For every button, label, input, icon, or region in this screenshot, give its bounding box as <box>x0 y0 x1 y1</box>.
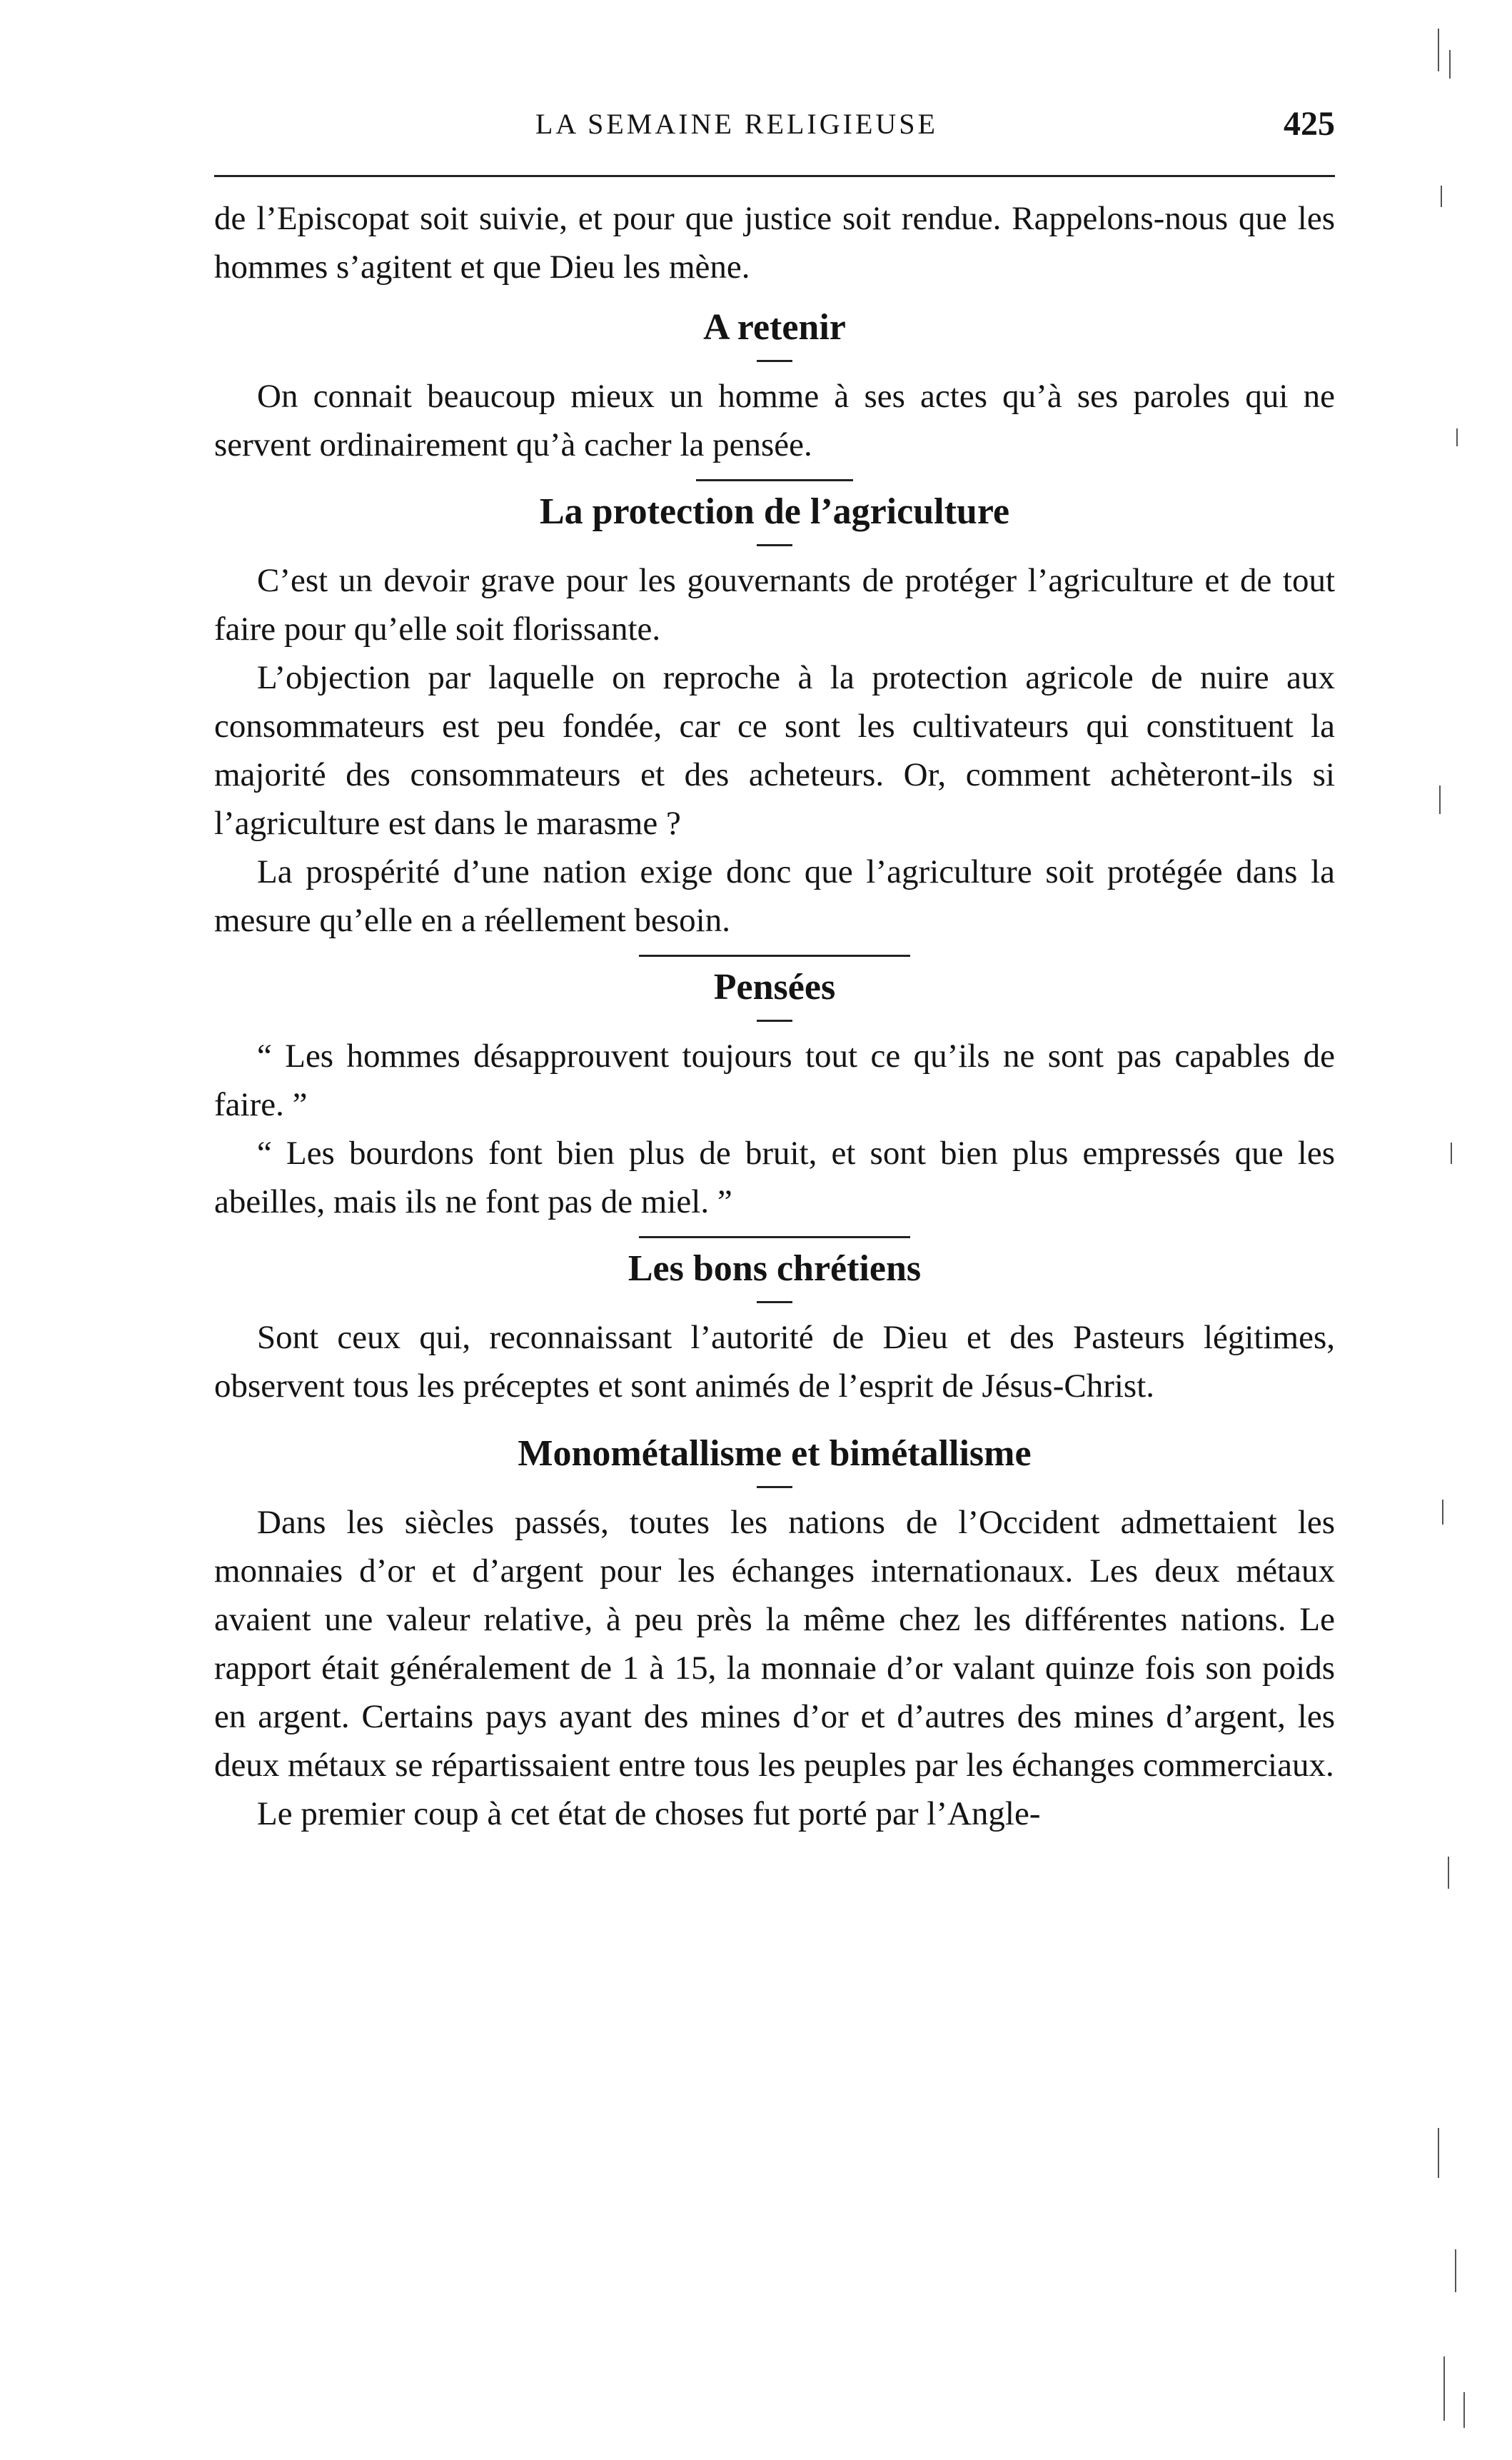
section-divider <box>639 955 910 957</box>
page-body <box>214 194 1335 1838</box>
spacer <box>214 1410 1335 1429</box>
monometallisme-paragraph-1: Dans les siècles passés, toutes les nations de l’Occident admettaient les monnaies d’or et d’argent pour les échanges internationaux. Les deux métaux avaient une valeur relative, à peu près la même chez les différentes nations. Le rapport était généralement de 1 à 15, la monnaie d’or valant quinze fois son poids en argent. Certains pays ayant des mines d’or et d’autres des mines d’argent, les deux métaux se répartissaient entre tous les peuples par les échanges commerciaux. <box>214 1504 1335 1784</box>
spacer <box>214 291 1335 303</box>
agriculture-paragraph-1: C’est un devoir grave pour les gouvernants de protéger l’agriculture et de tout faire pour qu’elle soit florissante. <box>214 562 1335 648</box>
chretiens-paragraph: Sont ceux qui, reconnaissant l’autorité de Dieu et des Pasteurs légitimes, observent tous les préceptes et sont animés de l’esprit de Jésus-Christ. <box>214 1319 1335 1405</box>
section-divider <box>639 1236 910 1238</box>
section-title-pensees: Pensées <box>713 967 836 1008</box>
section-divider <box>696 479 853 481</box>
title-dash <box>757 1020 792 1022</box>
intro-paragraph: de l’Episcopat soit suivie, et pour que justice soit rendue. Rappelons-nous que les hommes s’agitent et que Dieu les mène. <box>214 200 1335 286</box>
section-title-agriculture: La protection de l’agriculture <box>539 491 1010 532</box>
header-rule <box>214 175 1335 177</box>
title-dash <box>757 544 792 546</box>
pensee-quote-2: “ Les bourdons font bien plus de bruit, et sont bien plus empressés que les abeilles, mais ils ne font pas de miel. ” <box>214 1135 1335 1220</box>
section-title-retenir: A retenir <box>703 307 846 348</box>
page-number: 425 <box>1284 105 1335 143</box>
running-title: LA SEMAINE RELIGIEUSE <box>535 108 938 140</box>
title-dash <box>757 1486 792 1488</box>
scan-margin-noise <box>1435 0 1506 2460</box>
title-dash <box>757 360 792 362</box>
pensee-quote-1: “ Les hommes désapprouvent toujours tout ce qu’ils ne sont pas capables de faire. ” <box>214 1038 1335 1123</box>
agriculture-paragraph-3: La prospérité d’une nation exige donc que l’agriculture soit protégée dans la mesure qu’elle en a réellement besoin. <box>214 853 1335 939</box>
section-title-monometallisme: Monométallisme et bimétallisme <box>518 1433 1032 1474</box>
title-dash <box>757 1301 792 1303</box>
page-header <box>221 107 1335 150</box>
section-title-chretiens: Les bons chrétiens <box>628 1248 922 1289</box>
retenir-paragraph: On connait beaucoup mieux un homme à ses actes qu’à ses paroles qui ne servent ordinairement qu’à cacher la pensée. <box>214 378 1335 463</box>
monometallisme-paragraph-2: Le premier coup à cet état de choses fut porté par l’Angle- <box>257 1795 1041 1832</box>
agriculture-paragraph-2: L’objection par laquelle on reproche à la protection agricole de nuire aux consommateurs est peu fondée, car ce sont les cultivateurs qui constituent la majorité des consommateurs et des acheteurs. Or, comment achèteront-ils si l’agriculture est dans le marasme ? <box>214 659 1335 842</box>
